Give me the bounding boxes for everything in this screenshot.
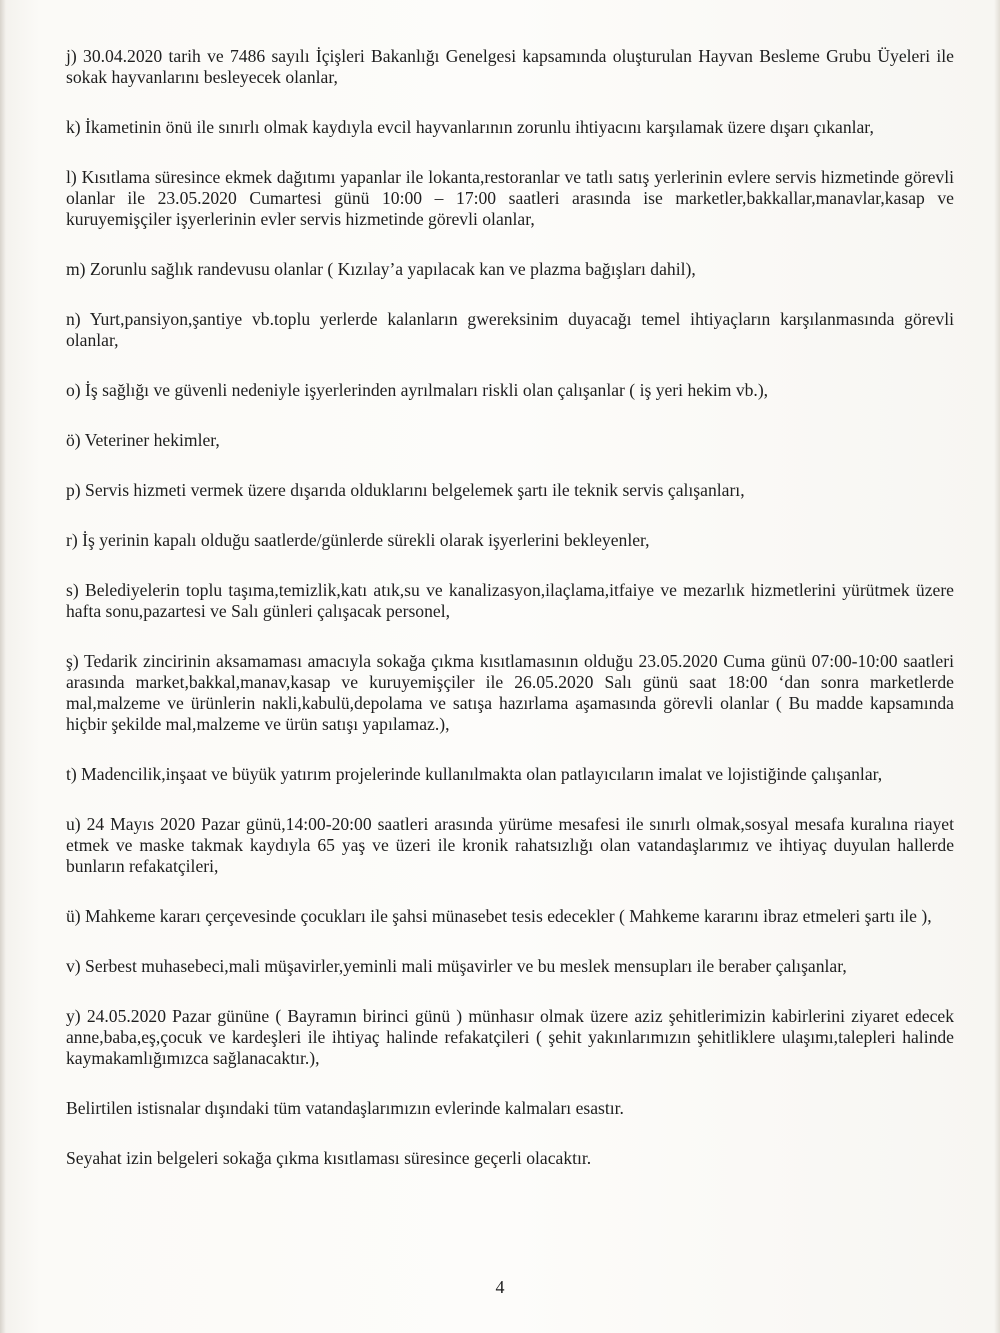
travel-permit-note: Seyahat izin belgeleri sokağa çıkma kısıtlaması süresince geçerli olacaktır. <box>66 1148 592 1168</box>
paragraph-p: p) Servis hizmeti vermek üzere dışarıda olduklarını belgelemek şartı ile teknik servis çalışanları, <box>66 480 745 500</box>
paragraph-n: n) Yurt,pansiyon,şantiye vb.toplu yerlerde kalanların gwereksinim duyacağı temel ihtiyaçların karşılanmasında görevli olanlar, <box>66 309 954 350</box>
paragraph-u-umlaut: ü) Mahkeme kararı çerçevesinde çocukları ile şahsi münasebet tesis edecekler ( Mahkeme kararını ibraz etmeleri şartı ile ), <box>66 906 932 926</box>
paragraph-l: l) Kısıtlama süresince ekmek dağıtımı yapanlar ile lokanta,restoranlar ve tatlı satış yerlerinin evlere servis hizmetinde görevli olanlar ile 23.05.2020 Cumartesi günü 10:00 – 17:00 saatleri arasında ise marketler,bakkallar,manavlar,kasap ve kuruyemişçiler işyerlerinin evler servis hizmetinde görevli olanlar, <box>66 167 954 229</box>
paragraph-j: j) 30.04.2020 tarih ve 7486 sayılı İçişleri Bakanlığı Genelgesi kapsamında oluşturulan Hayvan Besleme Grubu Üyeleri ile sokak hayvanlarını besleyecek olanlar, <box>66 46 954 87</box>
scan-edge-left <box>0 0 6 1333</box>
paragraph-o: o) İş sağlığı ve güvenli nedeniyle işyerlerinden ayrılmaları riskli olan çalışanlar ( iş yeri hekim vb.), <box>66 380 769 400</box>
paragraph-m: m) Zorunlu sağlık randevusu olanlar ( Kızılay’a yapılacak kan ve plazma bağışları dahil), <box>66 259 696 279</box>
paragraph-o-umlaut: ö) Veteriner hekimler, <box>66 430 220 450</box>
paragraph-k: k) İkametinin önü ile sınırlı olmak kaydıyla evcil hayvanlarının zorunlu ihtiyacını karşılamak üzere dışarı çıkanlar, <box>66 117 874 137</box>
document-body <box>66 46 954 1198</box>
paragraph-v: v) Serbest muhasebeci,mali müşavirler,yeminli mali müşavirler ve bu meslek mensupları ile beraber çalışanlar, <box>66 956 847 976</box>
paragraph-s: s) Belediyelerin toplu taşıma,temizlik,katı atık,su ve kanalizasyon,ilaçlama,itfaiye ve mezarlık hizmetlerini yürütmek üzere hafta sonu,pazartesi ve Salı günleri çalışacak personel, <box>66 580 954 621</box>
paragraph-t: t) Madencilik,inşaat ve büyük yatırım projelerinde kullanılmakta olan patlayıcıların imalat ve lojistiğinde çalışanlar, <box>66 764 883 784</box>
paragraph-u: u) 24 Mayıs 2020 Pazar günü,14:00-20:00 saatleri arasında yürüme mesafesi ile sınırlı olmak,sosyal mesafa kuralına riayet etmek ve maske takmak kaydıyla 65 yaş ve üzeri ile kronik rahatsızlığı olan vatandaşlarımız ve ihtiyaç duyulan hallerde bunların refakatçileri, <box>66 814 954 876</box>
paragraph-s-cedilla: ş) Tedarik zincirinin aksamaması amacıyla sokağa çıkma kısıtlamasının olduğu 23.05.2020 Cuma günü 07:00-10:00 saatleri arasında market,bakkal,manav,kasap ve kuruyemişçiler ile 26.05.2020 Salı günü saat 18:00 ‘dan sonra marketlerde mal,malzeme ve ürünlerin nakli,kabulü,depolama ve satışa hazırlama aşamasında görevli olanlar ( Bu madde kapsamında hiçbir şekilde mal,malzeme ve ürün satışı yapılamaz.), <box>66 651 954 734</box>
page-number: 4 <box>495 1277 505 1297</box>
closing-statement: Belirtilen istisnalar dışındaki tüm vatandaşlarımızın evlerinde kalmaları esastır. <box>66 1098 624 1118</box>
scan-edge-right <box>994 0 1000 1333</box>
paragraph-r: r) İş yerinin kapalı olduğu saatlerde/günlerde sürekli olarak işyerlerini bekleyenler, <box>66 530 650 550</box>
paragraph-y: y) 24.05.2020 Pazar gününe ( Bayramın birinci günü ) münhasır olmak üzere aziz şehitlerimizin kabirlerini ziyaret edecek anne,baba,eş,çocuk ve kardeşleri ile ihtiyaç halinde refakatçileri ( şehit yakınlarımızın şehitliklere ulaşımı,talepleri halinde kaymakamlığımızca sağlanacaktır.), <box>66 1006 954 1068</box>
